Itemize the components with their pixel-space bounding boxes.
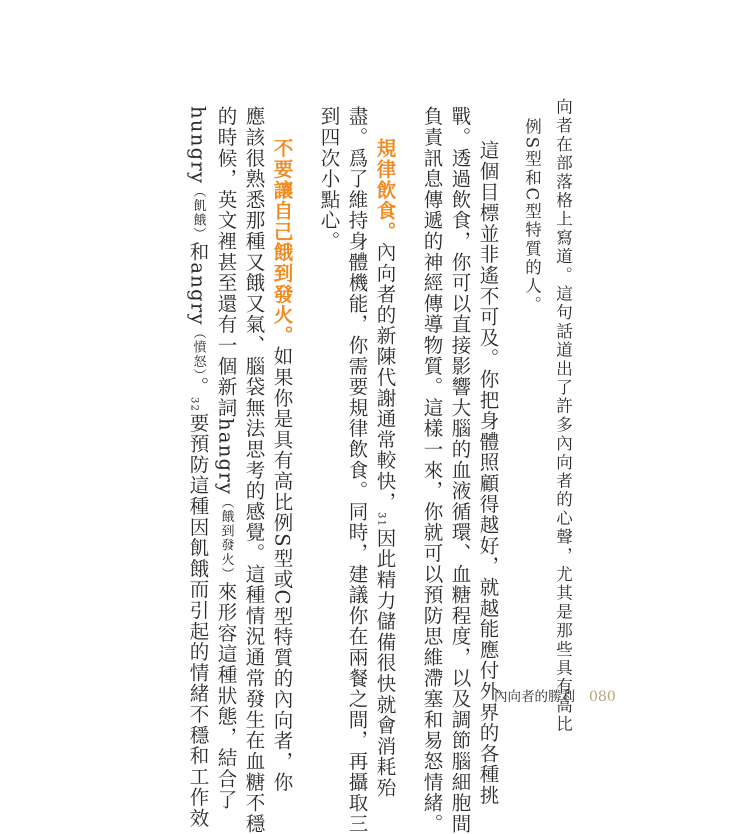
gloss-text: （憤怒） bbox=[190, 325, 206, 377]
text-column-6 bbox=[375, 138, 395, 798]
body-text: 例S型和C型特質的人。 bbox=[522, 118, 542, 315]
body-text: 應該很熟悉那種又餓又氣、腦袋無法思考的感覺。這種情況通常發生在血糖不穩 bbox=[242, 106, 266, 834]
text-column-8 bbox=[319, 106, 339, 252]
running-title: 內向者的勝利 bbox=[494, 689, 575, 705]
body-text: 這個目標並非遙不可及。你把身體照顧得越好，就越能應付外界的各種挑 bbox=[476, 140, 500, 806]
section-heading: 不要讓自己餓到發火。 bbox=[270, 138, 294, 346]
body-text: hungry bbox=[186, 106, 210, 185]
text-column-7 bbox=[347, 106, 367, 834]
gloss-text: （飢餓） bbox=[190, 184, 206, 242]
text-column-11 bbox=[216, 106, 236, 810]
page-footer bbox=[494, 685, 616, 705]
body-text: 內向者的新陳代謝通常較快， bbox=[373, 242, 397, 513]
text-column-10 bbox=[244, 106, 264, 834]
text-column-4 bbox=[450, 106, 470, 834]
body-text: 戰。透過飲食，你可以直接影響大腦的血液循環、血糖程度，以及調節腦細胞間 bbox=[448, 106, 472, 834]
gloss-text: （餓到發火） bbox=[218, 495, 234, 582]
body-text: 向者在部落格上寫道。這句話道出了許多內向者的心聲，尤其是那些具有高比 bbox=[553, 98, 573, 734]
body-text: 和angry bbox=[186, 241, 210, 326]
body-text: 的時候，英文裡甚至還有一個新詞hangry bbox=[214, 106, 238, 496]
footnote-marker: 32 bbox=[188, 397, 200, 413]
body-text: 到四次小點心。 bbox=[317, 106, 341, 252]
body-text: 要預防這種因飢餓而引起的情緒不穩和工作效 bbox=[186, 412, 210, 829]
text-column-2 bbox=[523, 118, 540, 315]
body-text: 來形容這種狀態，結合了 bbox=[214, 581, 238, 810]
text-column-12 bbox=[188, 106, 208, 829]
text-column-1 bbox=[554, 98, 571, 734]
text-column-9 bbox=[272, 138, 292, 793]
footnote-marker: 31 bbox=[375, 512, 387, 528]
section-heading: 規律飲食。 bbox=[373, 138, 397, 242]
text-column-3 bbox=[478, 140, 498, 806]
body-text: 因此精力儲備很快就會消耗殆 bbox=[373, 527, 397, 799]
body-text: 。 bbox=[186, 376, 210, 398]
text-column-5 bbox=[422, 106, 442, 834]
body-text: 盡。爲了維持身體機能，你需要規律飲食。同時，建議你在兩餐之間，再攝取三 bbox=[345, 106, 369, 834]
body-text: 負責訊息傳遞的神經傳導物質。這樣一來，你就可以預防思維滯塞和易怒情緒。 bbox=[420, 106, 444, 834]
page-number: 080 bbox=[589, 689, 616, 705]
body-text: 如果你是具有高比例S型或C型特質的內向者，你 bbox=[270, 346, 294, 793]
